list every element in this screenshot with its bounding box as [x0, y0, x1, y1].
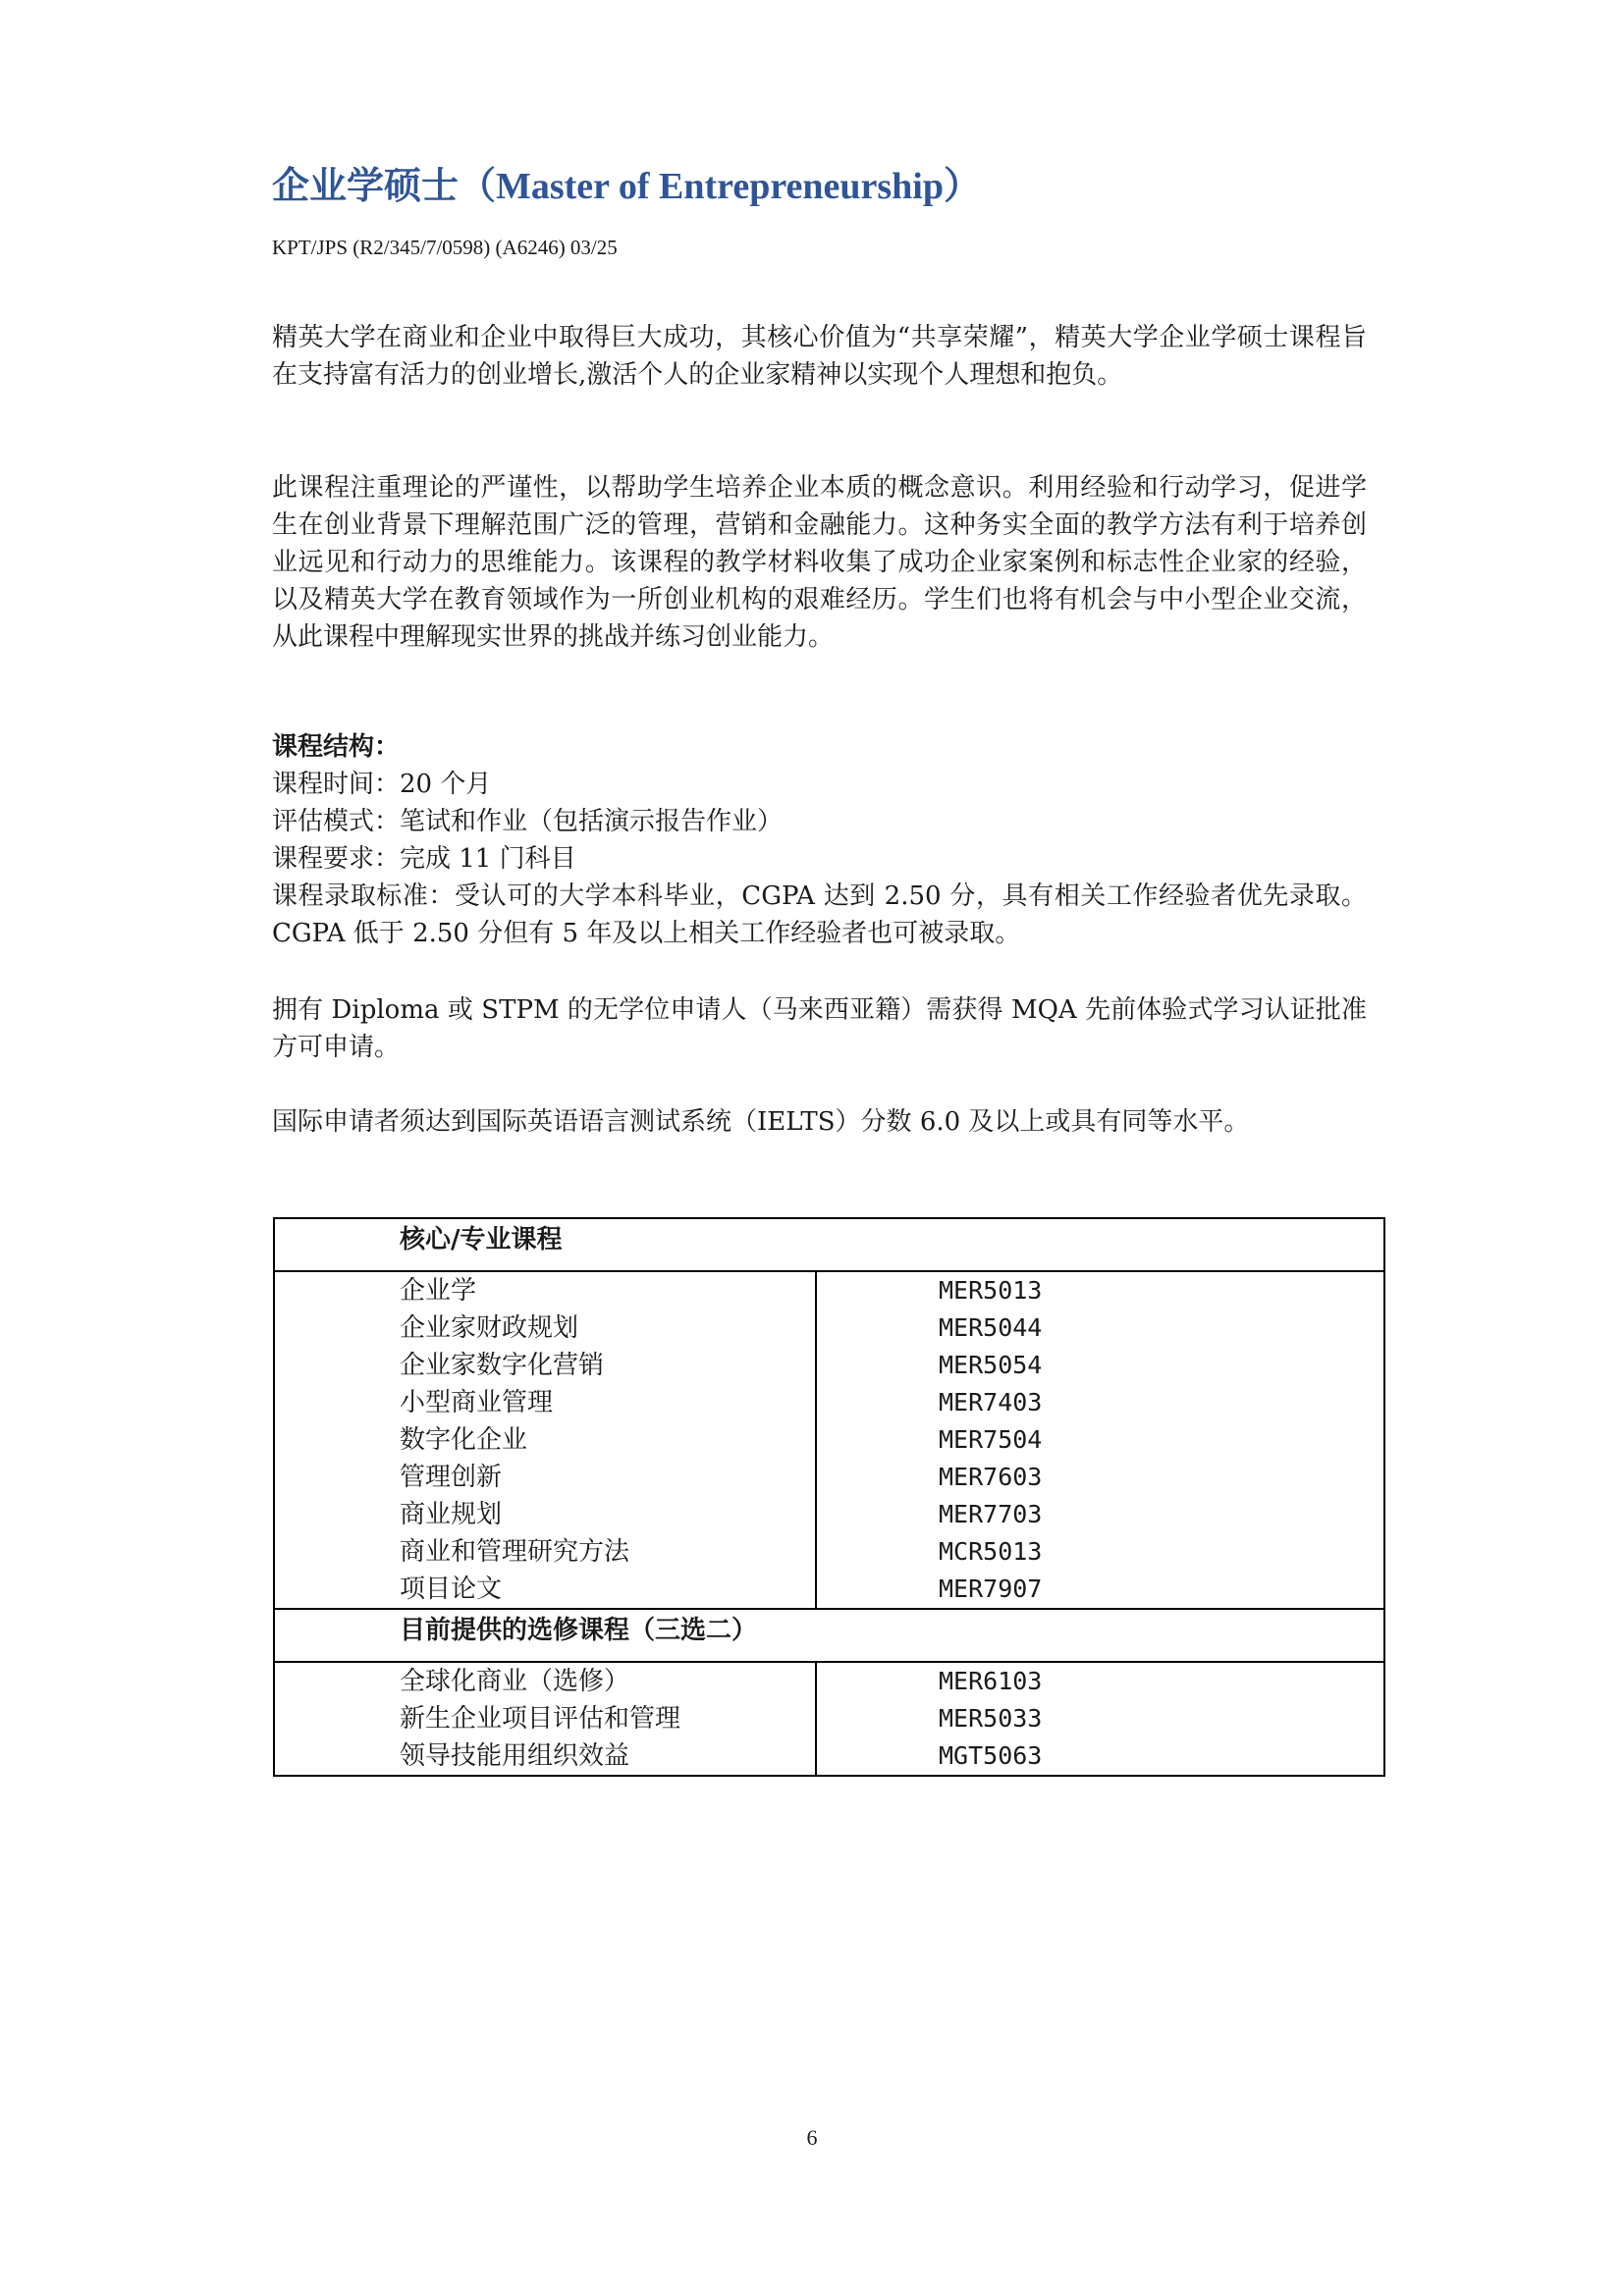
- course-code: MER7907: [939, 1575, 1043, 1603]
- course-structure: [272, 728, 1367, 952]
- course-name: 项目论文: [400, 1575, 503, 1604]
- registration-code: KPT/JPS (R2/345/7/0598) (A6246) 03/25: [272, 236, 618, 259]
- diploma-paragraph: 拥有 Diploma 或 STPM 的无学位申请人（马来西亚籍）需获得 MQA 先前体验式学习认证批准方可申请。: [272, 995, 1367, 1062]
- structure-admission: 课程录取标准：受认可的大学本科毕业，CGPA 达到 2.50 分，具有相关工作经验者优先录取。CGPA 低于 2.50 分但有 5 年及以上相关工作经验者也可被录取。: [272, 881, 1367, 948]
- course-code: MER7403: [939, 1388, 1043, 1416]
- course-code: MER5033: [939, 1704, 1043, 1733]
- course-name: 全球化商业（选修）: [400, 1667, 630, 1696]
- structure-duration: 课程时间：20 个月: [272, 770, 492, 799]
- course-code: MCR5013: [939, 1537, 1043, 1566]
- elective-courses-row: [274, 1662, 1384, 1776]
- course-code: MER6103: [939, 1667, 1043, 1695]
- core-heading-row: [274, 1218, 1384, 1271]
- method-paragraph: 此课程注重理论的严谨性，以帮助学生培养企业本质的概念意识。利用经验和行动学习，促进学生在创业背景下理解范围广泛的管理，营销和金融能力。这种务实全面的教学方法有利于培养创业远见和行动力的思维能力。该课程的教学材料收集了成功企业家案例和标志性企业家的经验，以及精英大学在教育领域作为一所创业机构的艰难经历。学生们也将有机会与中小型企业交流，从此课程中理解现实世界的挑战并练习创业能力。: [272, 473, 1367, 652]
- structure-heading: 课程结构：: [272, 732, 401, 762]
- course-name: 企业学: [400, 1276, 477, 1306]
- course-name: 企业家数字化营销: [400, 1351, 605, 1380]
- course-name: 管理创新: [400, 1463, 503, 1492]
- course-code: MER5013: [939, 1276, 1043, 1305]
- course-code: MER7703: [939, 1500, 1043, 1528]
- course-name: 商业规划: [400, 1500, 503, 1529]
- course-name: 领导技能用组织效益: [400, 1741, 630, 1771]
- elective-heading-row: [274, 1609, 1384, 1662]
- course-name: 小型商业管理: [400, 1388, 554, 1417]
- course-table: [273, 1217, 1385, 1777]
- core-courses-row: [274, 1271, 1384, 1609]
- structure-requirement: 课程要求：完成 11 门科目: [272, 844, 576, 874]
- course-name: 企业家财政规划: [400, 1313, 579, 1343]
- page-number: 6: [806, 2125, 818, 2150]
- core-course-codes: [817, 1272, 1383, 1608]
- elective-heading: 目前提供的选修课程（三选二）: [400, 1616, 758, 1645]
- course-code: MER5054: [939, 1351, 1043, 1379]
- course-code: MER7504: [939, 1425, 1043, 1454]
- course-name: 新生企业项目评估和管理: [400, 1704, 681, 1734]
- core-heading: 核心/专业课程: [400, 1225, 563, 1255]
- elective-course-names: [275, 1663, 815, 1775]
- structure-assessment: 评估模式：笔试和作业（包括演示报告作业）: [272, 807, 784, 836]
- course-code: MER5044: [939, 1313, 1043, 1342]
- page-title: 企业学硕士（Master of Entrepreneurship）: [272, 166, 981, 207]
- course-code: MER7603: [939, 1463, 1043, 1491]
- international-paragraph: 国际申请者须达到国际英语语言测试系统（IELTS）分数 6.0 及以上或具有同等水平。: [272, 1107, 1250, 1137]
- course-code: MGT5063: [939, 1741, 1043, 1770]
- course-name: 商业和管理研究方法: [400, 1537, 630, 1567]
- core-course-names: [275, 1272, 815, 1608]
- elective-course-codes: [817, 1663, 1383, 1775]
- intro-paragraph: 精英大学在商业和企业中取得巨大成功，其核心价值为“共享荣耀”，精英大学企业学硕士课程旨在支持富有活力的创业增长,激活个人的企业家精神以实现个人理想和抱负。: [272, 323, 1367, 390]
- course-name: 数字化企业: [400, 1425, 528, 1455]
